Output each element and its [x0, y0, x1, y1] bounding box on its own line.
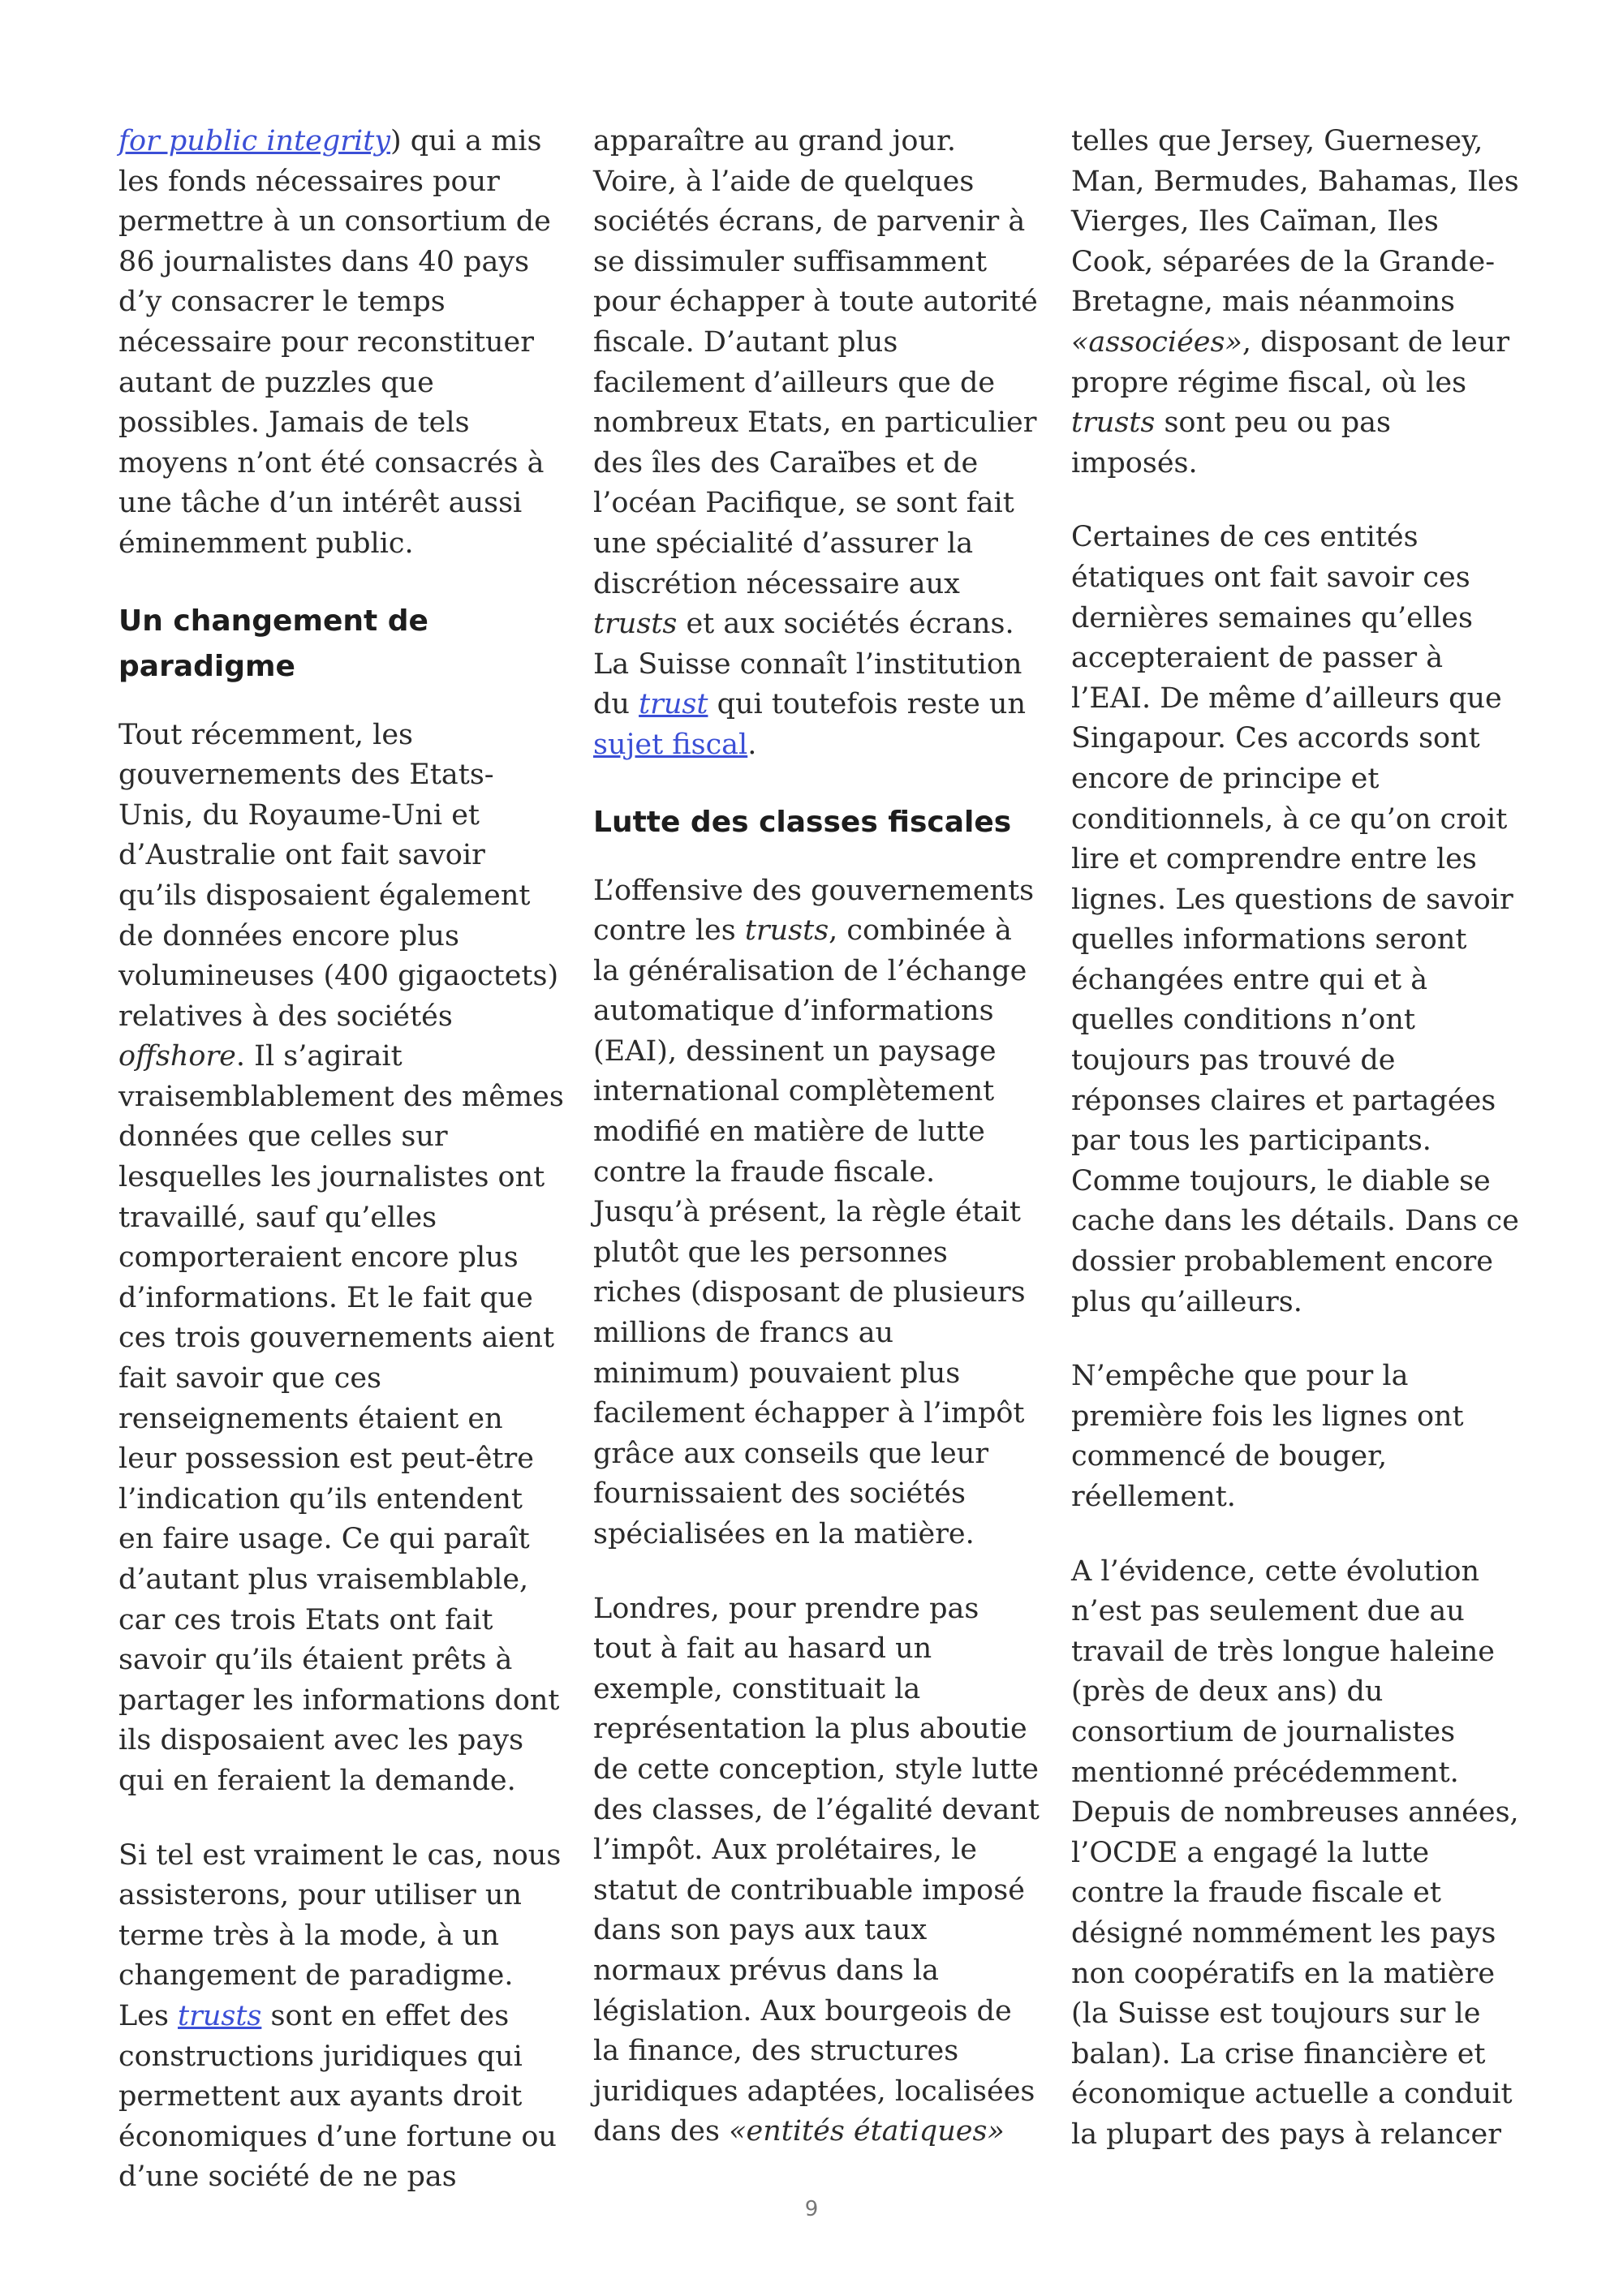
text-run: .	[747, 728, 757, 761]
column-2	[593, 122, 1041, 2186]
text-run: apparaître au grand jour. Voire, à l’aide de quelques sociétés écrans, de parvenir à se dissimuler suffisamment pour échapper à toute autorité fiscale. D’autant plus facilement d’ailleurs que de nombreux Etats, en particulier des îles des Caraïbes et de l’océan Pacifique, se sont fait une spécialité d’assurer la discrétion nécessaire aux	[593, 125, 1038, 600]
paragraph: A l’évidence, cette évolution n’est pas seulement due au travail de très longue haleine (près de deux ans) du consortium de journalistes mentionné précédemment. Depuis de nombreuses années, l’OCDE a engagé la lutte contre la fraude fiscale et désigné nommément les pays non coopératifs en la matière (la Suisse est toujours sur le balan). La crise financière et économique actuelle a conduit la plupart des pays à relancer	[1071, 1554, 1519, 2151]
page-number: 9	[804, 2197, 819, 2221]
paragraph	[593, 1589, 1041, 2152]
link-for-public-integrity[interactable]: for public integrity	[118, 125, 391, 157]
text-run: sont peu ou pas imposés.	[1071, 406, 1391, 479]
emphasis: «associées»	[1071, 325, 1242, 359]
paragraph	[118, 1836, 566, 2198]
text-run: Tout récemment, les gouvernements des Etats-Unis, du Royaume-Uni et d’Australie ont fait savoir qu’ils disposaient également de données encore plus volumineuses (400 gigaoctets) relatives à des sociétés	[118, 718, 559, 1033]
section-heading-changement-paradigme: Un changement de paradigme	[118, 604, 428, 683]
link-trust[interactable]: trust	[639, 688, 708, 721]
section-heading-lutte-classes-fiscales: Lutte des classes fiscales	[593, 805, 1012, 839]
column-3	[1071, 122, 1522, 2190]
text-run: . Il s’agirait vraisemblablement des mêmes données que celles sur lesquelles les journalistes ont travaillé, sauf qu’elles comporteraient encore plus d’informations. Et le fait que ces trois gouvernements aient fait savoir que ces renseignements étaient en leur possession est peut-être l’indication qu’ils entendent en faire usage. Ce qui paraît d’autant plus vraisemblable, car ces trois Etats ont fait savoir qu’ils étaient prêts à partager les informations dont ils disposaient avec les pays qui en feraient la demande.	[118, 1040, 564, 1797]
text-run: et aux sociétés écrans. La Suisse connaît l’institution du	[593, 608, 1022, 721]
text-run: L’offensive des gouvernements contre les	[593, 874, 1035, 948]
text-run: telles que Jersey, Guernesey, Man, Bermudes, Bahamas, Iles Vierges, Iles Caïman, Iles Cook, séparées de la Grande-Bretagne, mais néanmoins	[1071, 125, 1519, 319]
emphasis: trusts	[1071, 406, 1156, 440]
emphasis: trusts	[744, 914, 829, 948]
text-run: Londres, pour prendre pas tout à fait au hasard un exemple, constituait la représentation la plus aboutie de cette conception, style lutte des classes, de l’égalité devant l’impôt. Aux prolétaires, le statut de contribuable imposé dans son pays aux taux normaux prévus dans la législation. Aux bourgeois de la finance, des structures juridiques adaptées, localisées dans des	[593, 1592, 1040, 2148]
paragraph	[118, 716, 566, 1802]
paragraph	[593, 122, 1041, 766]
text-run: qui toutefois reste un	[708, 688, 1026, 721]
text-run: sont en effet des constructions juridiques qui permettent aux ayants droit économiques d’une fortune ou d’une société de ne pas	[118, 1999, 557, 2194]
paragraph: Certaines de ces entités étatiques ont fait savoir ces dernières semaines qu’elles accepteraient de passer à l’EAI. De même d’ailleurs que Singapour. Ces accords sont encore de principe et conditionnels, à ce qu’on croit lire et comprendre entre les lignes. Les questions de savoir quelles informations seront échangées entre qui et à quelles conditions n’ont toujours pas trouvé de réponses claires et partagées par tous les participants. Comme toujours, le diable se cache dans les détails. Dans ce dossier probablement encore plus qu’ailleurs.	[1071, 521, 1519, 1318]
text-run: , combinée à la généralisation de l’échange automatique d’informations (EAI), dessinent un paysage international complètement modifié en matière de lutte contre la fraude fiscale. Jusqu’à présent, la règle était plutôt que les personnes riches (disposant de plusieurs millions de francs au minimum) pouvaient plus facilement échapper à l’impôt grâce aux conseils que leur fournissaient des sociétés spécialisées en la matière.	[593, 914, 1027, 1550]
paragraph	[1071, 122, 1522, 484]
link-sujet-fiscal[interactable]: sujet fiscal	[593, 728, 748, 761]
emphasis: «entités étatiques»	[729, 2115, 1005, 2148]
column-1	[118, 122, 566, 2232]
text-run: ) qui a mis les fonds nécessaires pour permettre à un consortium de 86 journalistes dans 40 pays d’y consacrer le temps nécessaire pour reconstituer autant de puzzles que possibles. Jamais de tels moyens n’ont été consacrés à une tâche d’un intérêt aussi éminemment public.	[118, 125, 551, 560]
paragraph	[118, 122, 566, 565]
link-trusts[interactable]: trusts	[178, 1999, 262, 2032]
paragraph	[593, 871, 1041, 1555]
emphasis: offshore	[118, 1040, 236, 1073]
paragraph: N’empêche que pour la première fois les lignes ont commencé de bouger, réellement.	[1071, 1360, 1464, 1513]
text-run: Si tel est vraiment le cas, nous assisterons, pour utiliser un terme très à la mode, à un changement de paradigme. Les	[118, 1838, 562, 2032]
emphasis: trusts	[593, 608, 678, 641]
text-run: , disposant de leur propre régime fiscal, où les	[1071, 325, 1510, 399]
